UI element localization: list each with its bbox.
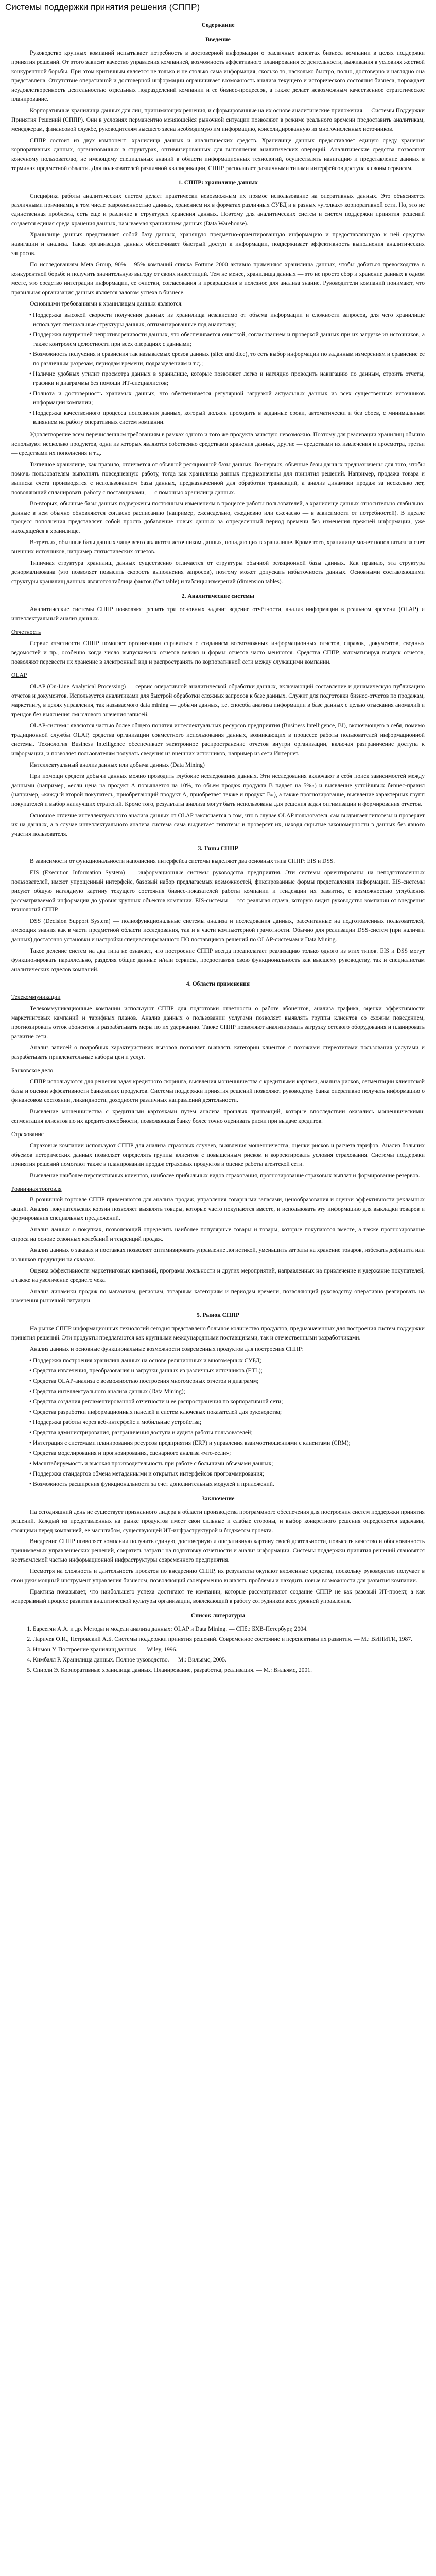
reference-list xyxy=(11,1624,425,1675)
list-item: • Поддержка внутренней непротиворечивости данных, что обеспечивается очисткой, согласованием и проверкой данных при их загрузке из источников, а также контролем целостности при всех операциях с данными; xyxy=(33,330,425,349)
paragraph: Сервис отчетности СППР помогает организации справиться с созданием всевозможных информационных отчетов, справок, документов, сводных ведомостей и пр., особенно когда число выпускаемых отчетов велико и формы отчетов часто меняются. Средства СППР, автоматизируя выпуск отчетов, позволяют перевести их хранение в электронный вид и распространять по корпоративной сети между служащими компании. xyxy=(11,640,425,666)
paragraph: Удовлетворение всем перечисленным требованиям в рамках одного и того же продукта зачастую невозможно. Поэтому для реализации хранилищ обычно используют несколько продуктов, одни из которых являются собственно средствами хранения данных, другие — средствами их извлечения и просмотра, третьи — средствами их пополнения и т.д. xyxy=(11,431,425,456)
paragraph: Практика показывает, что наибольшего успеха достигают те компании, которые рассматривают создание СППР не как разовый ИТ-проект, а как непрерывный процесс развития аналитической культуры организации, вовлекающий в работу сотрудников всех уровней управления. xyxy=(11,1588,425,1605)
paragraph: Интеллектуальный анализ данных или добыча данных (Data Mining) xyxy=(30,761,205,768)
paragraph: Типичное хранилище, как правило, отличается от обычной реляционной базы данных. Во-первых, обычные базы данных предназначены для того, чтобы помочь пользователям выполнять повседневную работу, тогда как хранилища данных предназначены для принятия решений. Например, продажа товара и выписка счета производятся с использованием базы данных, предназначенной для обработки транзакций, а анализ динамики продаж за несколько лет, позволяющий спланировать работу с поставщиками, — с помощью хранилища данных. xyxy=(11,461,425,496)
paragraph: В-третьих, обычные базы данных чаще всего являются источником данных, попадающих в хранилище. Кроме того, хранилище может пополняться за счет внешних источников, например статистических отчетов. xyxy=(11,539,425,555)
paragraph: СППР используются для решения задач кредитного скоринга, выявления мошенничества с кредитными картами, анализа рисков, сегментации клиентской базы и оценки эффективности банковских продуктов. Системы поддержки принятия решений позволяют руководству банка оперативно получать информацию о финансовом состоянии, ликвидности, доходности различных направлений деятельности. xyxy=(11,1078,425,1104)
paragraph: Внедрение СППР позволяет компании получить единую, достоверную и оперативную картину своей деятельности, повысить качество и обоснованность принимаемых управленческих решений, сократить затраты на подготовку отчетности и анализ информации. Системы поддержки принятия решений становятся неотъемлемой частью информационной инфраструктуры современного предприятия. xyxy=(11,1538,425,1564)
list-item: • Поддержка качественного процесса пополнения данных, который должен проходить в заданные сроки, автоматически и без сбоев, с минимальным влиянием на работу оперативных систем компании. xyxy=(33,409,425,427)
paragraph: Такое деление систем на два типа не означает, что построение СППР всегда предполагает реализацию только одного из этих типов. EIS и DSS могут функционировать параллельно, разделяя общие данные и/или сервисы, предоставляя свою функциональность как высшему руководству, так и специалистам аналитических отделов компаний. xyxy=(11,947,425,973)
paragraph: Корпоративные хранилища данных для лиц, принимающих решения, и сформированные на их основе аналитические приложения — Системы Поддержки Принятия Решений (СППР). Они в условиях перманентно меняющейся рыночной ситуации позволяют в режиме реального времени предоставить аналитикам, менеджерам, финансовой службе, руководителям высшего звена необходимую им информацию, консолидированную из многочисленных источников. xyxy=(11,107,425,132)
list-item: • Возможность получения и сравнения так называемых срезов данных (slice and dice), то есть выбор информации по заданным измерениям и сравнение ее по различным разрезам, периодам времени, подразделениям и т.д.; xyxy=(33,350,425,368)
list-item: • Полнота и достоверность хранимых данных, что обеспечивается регулярной загрузкой актуальных данных из всех существенных источников информации компании; xyxy=(33,389,425,408)
list-item: • Средства OLAP-анализа с возможностью построения многомерных отчетов и диаграмм; xyxy=(33,1377,425,1386)
list-item: • Средства извлечения, преобразования и загрузки данных из различных источников (ETL); xyxy=(33,1366,425,1376)
list-item: 1. Барсегян А.А. и др. Методы и модели анализа данных: OLAP и Data Mining. — СПб.: БХВ-Петербург, 2004. xyxy=(33,1624,425,1634)
list-item: • Наличие удобных утилит просмотра данных в хранилище, которые позволяют легко и наглядно проводить навигацию по данным, строить отчеты, графики и диаграммы без помощи ИТ-специалистов; xyxy=(33,369,425,388)
paragraph: Хранилище данных представляет собой базу данных, хранящую предметно-ориентированную информацию и предоставляющую к ней средства навигации и анализа. Такая организация данных обеспечивает быстрый доступ к информации, поддерживает эффективность выполнения аналитических запросов. xyxy=(11,231,425,257)
bullet-list xyxy=(11,1356,425,1489)
list-item: • Поддержка работы через веб-интерфейс и мобильные устройства; xyxy=(33,1418,425,1427)
section-heading: 4. Области применения xyxy=(186,980,250,988)
paragraph: Анализ динамики продаж по магазинам, регионам, товарным категориям и периодам времени, позволяющий руководству оперативно реагировать на изменения рыночной ситуации. xyxy=(11,1288,425,1304)
paragraph: Анализ записей о подробных характеристиках вызовов позволяет выявлять категории клиентов с похожими стереотипами пользования услугами и разрабатывать привлекательные наборы цен и услуг. xyxy=(11,1044,425,1060)
paragraph: Телекоммуникационные компании используют СППР для подготовки отчетности о работе абонентов, анализа трафика, оценки эффективности маркетинговых кампаний и тарифных планов. Анализ данных о пользовании услугами позволяет выявлять группы клиентов со схожим поведением, прогнозировать отток абонентов и разрабатывать меры по их удержанию. Также СППР позволяют анализировать загрузку сетевого оборудования и планировать развитие сети. xyxy=(11,1005,425,1040)
list-item: • Средства моделирования и прогнозирования, сценарного анализа «что-если»; xyxy=(33,1449,425,1458)
paragraph: OLAP (On-Line Analytical Processing) — сервис оперативной аналитической обработки данных, включающий составление и динамическую публикацию отчетов и документов. Используется аналитиками для быстрой обработки сложных запросов к базе данных. Служит для подготовки бизнес-отчетов по продажам, маркетингу, в целях управления, так называемого data mining — добычи данных, т.е. способа анализа информации в базе данных с целью отыскания аномалий и трендов без выяснения смыслового значения записей. xyxy=(11,683,425,718)
paragraph: Анализ данных о заказах и поставках позволяет оптимизировать управление логистикой, уменьшить затраты на хранение товаров, избежать дефицита или излишков продукции на складах. xyxy=(11,1247,425,1263)
section-heading: 3. Типы СППР xyxy=(198,844,238,852)
paragraph: Выявление мошенничества с кредитными карточками путем анализа прошлых транзакций, которые впоследствии оказались мошенническими; сегментация клиентов по их кредитоспособности, позволяющая банку более точно оценивать риски при выдаче кредитов. xyxy=(11,1108,425,1124)
paragraph: Несмотря на сложность и длительность проектов по внедрению СППР, их результаты окупают вложенные средства, поскольку руководство получает в свои руки мощный инструмент управления бизнесом, позволяющий своевременно выявлять проблемы и находить новые возможности для развития компании. xyxy=(11,1568,425,1584)
paragraph: На сегодняшний день не существует признанного лидера в области производства программного обеспечения для построения систем поддержки принятия решений. Каждый из представленных на рынке продуктов имеет свои сильные и слабые стороны, и выбор конкретного решения определяется задачами, стоящими перед компанией, ее масштабом, существующей ИТ-инфраструктурой и бюджетом проекта. xyxy=(11,1508,425,1534)
paragraph: На рынке СППР информационных технологий сегодня представлено большое количество продуктов, предназначенных для построения систем поддержки принятия решений. Эти продукты предлагаются как крупными международными поставщиками, так и отечественными разработчиками. xyxy=(11,1325,425,1342)
document-body xyxy=(0,21,436,1675)
list-item: • Средства создания регламентированной отчетности и ее распространения по корпоративной сети; xyxy=(33,1397,425,1406)
subsection-heading: Розничная торговля xyxy=(11,1185,62,1192)
paragraph: При помощи средств добычи данных можно проводить глубокие исследования данных. Эти исследования включают в себя поиск зависимостей между данными (например, «если цена на продукт А повышается на 10%, то объем продаж продукта В падает на 5%») и выявление устойчивых бизнес-правил (например, «каждый второй покупатель, приобретающий продукт А, приобретает также и продукт В»), а также прогнозирование, выявление характерных групп покупателей и выбор наилучших стратегий. Кроме того, результаты анализа могут быть использованы для решения задач оптимизации и формирования отчетов. xyxy=(11,772,425,807)
list-item: 4. Кимбалл Р. Хранилища данных. Полное руководство. — М.: Вильямс, 2005. xyxy=(33,1655,425,1665)
paragraph: В розничной торговле СППР применяются для анализа продаж, управления товарными запасами, ценообразования и оценки эффективности рекламных акций. Анализ покупательских корзин позволяет выявлять товары, которые часто покупаются вместе, и использовать эту информацию для выкладки товаров и формирования специальных предложений. xyxy=(11,1196,425,1222)
page-title: Системы поддержки принятия решения (СППР) xyxy=(5,2,200,12)
list-item: • Масштабируемость и высокая производительность при работе с большими объемами данных; xyxy=(33,1459,425,1468)
section-heading: Введение xyxy=(205,36,231,43)
list-item: • Средства администрирования, разграничения доступа и аудита работы пользователей; xyxy=(33,1428,425,1437)
section-heading: Список литературы xyxy=(190,1612,246,1619)
paragraph: Страховые компании используют СППР для анализа страховых случаев, выявления мошенничества, оценки рисков и расчета тарифов. Анализ больших объемов исторических данных позволяет определять группы клиентов с повышенным риском и корректировать условия страхования. Системы поддержки принятия решений помогают также в планировании продаж страховых продуктов и оценке работы агентской сети. xyxy=(11,1142,425,1167)
subsection-heading: Отчетность xyxy=(11,629,41,636)
subsection-heading: Банковское дело xyxy=(11,1066,54,1074)
subsection-heading: Телекоммуникации xyxy=(11,994,61,1001)
paragraph: EIS (Execution Information System) — информационные системы руководства предприятия. Эти системы ориентированы на неподготовленных пользователей, имеют упрощенный интерфейс, базовый набор предлагаемых возможностей, фиксированные формы представления информации. EIS-системы рисуют общую наглядную картину текущего состояния бизнес-показателей работы компании и тенденции их развития, с возможностью углубления рассматриваемой информации до уровня крупных объектов компании. EIS-системы — это реальная отдача, которую видит руководство компании от внедрения технологий СППР. xyxy=(11,869,425,913)
list-item: • Поддержка стандартов обмена метаданными и открытых интерфейсов программирования; xyxy=(33,1469,425,1479)
list-item: 2. Ларичев О.И., Петровский А.Б. Системы поддержки принятия решений. Современное состояние и перспективы их развития. — М.: ВИНИТИ, 1987. xyxy=(33,1635,425,1644)
paragraph: Анализ данных и основные функциональные возможности современных продуктов для построения СППР: xyxy=(30,1346,304,1353)
paragraph: По исследованиям Meta Group, 90% – 95% компаний списка Fortune 2000 активно применяют хранилища данных, чтобы добиться превосходства в конкурентной борьбе и получить значительную выгоду от своих инвестиций. Тем не менее, хранилища данных — это не просто сбор и хранение данных в одном месте, это средство интеграции информации, ее очистки, согласования и превращения в полезное для анализа знание. Руководители компаний понимают, что правильная организация данных является залогом успеха в бизнесе. xyxy=(11,261,425,296)
subsection-heading: Страхование xyxy=(11,1130,44,1138)
paragraph: DSS (Decision Support System) — полнофункциональные системы анализа и исследования данных, рассчитанные на подготовленных пользователей, имеющих знания как в части предметной области исследования, так и в части компьютерной грамотности. Обычно для реализации DSS-систем (при наличии данных) достаточно установки и настройки специализированного ПО поставщиков решений по OLAP-системам и Data Mining. xyxy=(11,918,425,943)
section-heading: Содержание xyxy=(201,22,235,28)
paragraph: Анализ данных о покупках, позволяющий определить наиболее популярные товары и товары, которые покупаются вместе, а также прогнозирование спроса на основе сезонных колебаний и тенденций продаж. xyxy=(11,1226,425,1243)
list-item: • Поддержка построения хранилищ данных на основе реляционных и многомерных СУБД; xyxy=(33,1356,425,1365)
paragraph: Аналитические системы СППР позволяют решать три основных задачи: ведение отчётности, анализ информации в реальном времени (OLAP) и интеллектуальный анализ данных. xyxy=(11,606,425,622)
section-heading: 5. Рынок СППР xyxy=(196,1312,240,1319)
paragraph: Руководство крупных компаний испытывает потребность в достоверной информации о различных аспектах бизнеса компании в целях поддержки принятия решений. От этого зависит качество управления компанией, возможность эффективного планирования ее деятельности, выживания в условиях жесткой конкурентной борьбы. При этом критичным является не только и не столько сама информация, сколько то, насколько быстро, полно, достоверно и наглядно она представлена. Отсутствие оперативной и достоверной информации ограничивает возможность анализа текущего и исторического состояния бизнеса, порождает неудовлетворенность деятельностью отдельных подразделений компании и ее бизнес-процессов, а также делает невозможным качественное стратегическое планирование. xyxy=(11,49,425,103)
list-item: • Интеграция с системами планирования ресурсов предприятия (ERP) и управления взаимоотношениями с клиентами (CRM); xyxy=(33,1438,425,1448)
section-heading: Заключение xyxy=(201,1495,235,1502)
paragraph: Во-вторых, обычные базы данных подвержены постоянным изменениям в процессе работы пользователей, а хранилище данных относительно стабильно: данные в нем обычно обновляются согласно расписанию (например, еженедельно, ежедневно или ежечасно — в зависимости от потребностей). В идеале процесс пополнения представляет собой просто добавление новых данных за определенный период времени без изменения прежней информации, уже находящейся в хранилище. xyxy=(11,500,425,535)
list-item: • Средства интеллектуального анализа данных (Data Mining); xyxy=(33,1387,425,1396)
paragraph: В зависимости от функциональности наполнения интерфейса системы выделяют два основных типа СППР: EIS и DSS. xyxy=(30,858,335,865)
paragraph: Специфика работы аналитических систем делает практически невозможным их прямое использование на оперативных данных. Это объясняется различными причинами, в том числе разрозненностью данных, хранением их в форматах различных СУБД и в разных «уголках» корпоративной сети. Но, это не единственная проблема, есть еще и различие в структурах хранения данных. Поэтому для аналитических систем и систем поддержки принятия решений создается единая среда хранения данных, называемая хранилищем данных (Data Warehouse). xyxy=(11,192,425,227)
paragraph: СППР состоит из двух компонент: хранилища данных и аналитических средств. Хранилище данных предоставляет единую среду хранения корпоративных данных, организованных в структурах, оптимизированных для выполнения аналитических операций. Аналитические средства позволяют конечному пользователю, не имеющему специальных знаний в области информационных технологий, осуществлять навигацию и представление данных в терминах предметной области. Для пользователей различной квалификации, СППР располагает различными типами интерфейсов доступа к своим сервисам. xyxy=(11,137,425,172)
section-heading: 2. Аналитические системы xyxy=(181,592,255,600)
list-item: • Средства разработки информационных панелей и систем ключевых показателей для руководства; xyxy=(33,1408,425,1417)
paragraph: Выявление наиболее перспективных клиентов, наиболее прибыльных видов страхования, прогнозирование страховых выплат и формирование резервов. xyxy=(30,1172,420,1179)
list-item: 5. Спирли Э. Корпоративные хранилища данных. Планирование, разработка, реализация. — М.: Вильямс, 2001. xyxy=(33,1666,425,1675)
paragraph: Оценка эффективности маркетинговых кампаний, программ лояльности и других мероприятий, направленных на привлечение и удержание покупателей, а также на увеличение среднего чека. xyxy=(11,1267,425,1284)
section-heading: 1. СППР: хранилище данных xyxy=(178,179,258,186)
list-item: 3. Инмон У. Построение хранилищ данных. — Wiley, 1996. xyxy=(33,1645,425,1654)
list-item: • Возможность расширения функциональности за счет дополнительных модулей и приложений. xyxy=(33,1480,425,1489)
list-item: • Поддержка высокой скорости получения данных из хранилища независимо от объема информации и сложности запросов, для чего хранилище использует специальные структуры данных, оптимизированные под аналитику; xyxy=(33,311,425,329)
bullet-list xyxy=(11,311,425,427)
paragraph: Основными требованиями к хранилищам данных являются: xyxy=(30,300,183,308)
subsection-heading: OLAP xyxy=(11,672,27,679)
paragraph: Типичная структура хранилищ данных существенно отличается от структуры обычной реляционной базы данных. Как правило, эта структура денормализована (это позволяет повысить скорость выполнения запросов), поэтому может допускать избыточность данных. Основными составляющими структуры хранилищ данных являются таблица фактов (fact table) и таблицы измерений (dimension tables). xyxy=(11,560,425,585)
paragraph: OLAP-системы являются частью более общего понятия интеллектуальных ресурсов предприятия (Business Intelligence, BI), включающего в себя, помимо традиционной службы OLAP, средства организации совместного использования данных, возникающих в процессе работы пользователей информационной системы. Технология Business Intelligence обеспечивает электронное распространение отчетов внутри организации, включая разграничение доступа к информации, и позволяет пользователям получать сведения из внешних источников, например из сети Интернет. xyxy=(11,722,425,757)
paragraph: Основное отличие интеллектуального анализа данных от OLAP заключается в том, что в случае OLAP пользователь сам выдвигает гипотезы и проверяет их на данных, а в случае интеллектуального анализа система сама выдвигает гипотезы и проверяет их, находя скрытые закономерности в данных без явного участия пользователя. xyxy=(11,811,425,837)
